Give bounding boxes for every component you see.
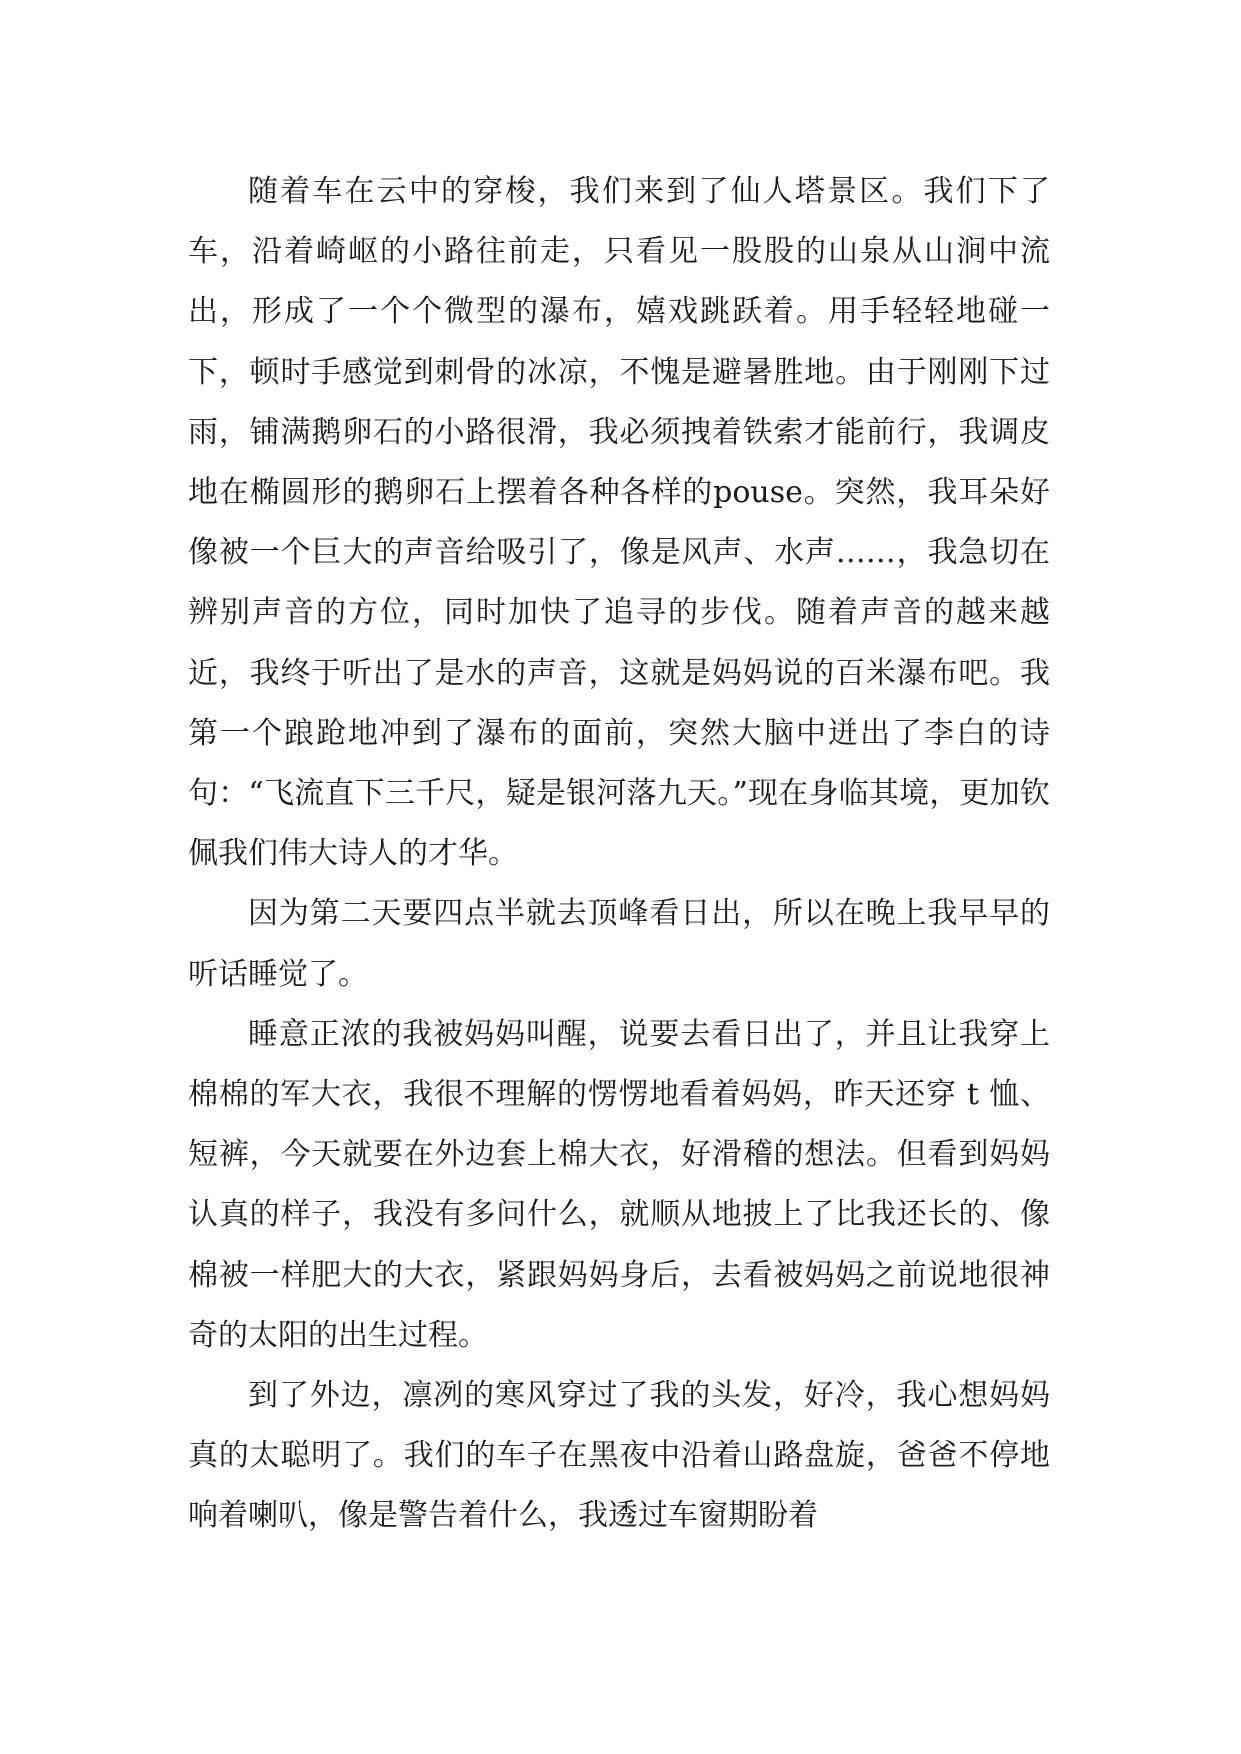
paragraph-3: 睡意正浓的我被妈妈叫醒，说要去看日出了，并且让我穿上棉棉的军大衣，我很不理解的愣愣地看着妈妈，昨天还穿 t 恤、短裤，今天就要在外边套上棉大衣，好滑稽的想法。但看到妈妈认真的样子，我没有多问什么，就顺从地披上了比我还长的、像棉被一样肥大的大衣，紧跟妈妈身后，去看被妈妈之前说地很神奇的太阳的出生过程。 bbox=[188, 1016, 1050, 1353]
document-body bbox=[188, 162, 1050, 1547]
paragraph-4: 到了外边，凛冽的寒风穿过了我的头发，好冷，我心想妈妈真的太聪明了。我们的车子在黑夜中沿着山路盘旋，爸爸不停地响着喇叭，像是警告着什么，我透过车窗期盼着 bbox=[188, 1378, 1050, 1534]
paragraph-2: 因为第二天要四点半就去顶峰看日出，所以在晚上我早早的听话睡觉了。 bbox=[188, 896, 1050, 992]
paragraph-1: 随着车在云中的穿梭，我们来到了仙人塔景区。我们下了车，沿着崎岖的小路往前走，只看见一股股的山泉从山涧中流出，形成了一个个微型的瀑布，嬉戏跳跃着。用手轻轻地碰一下，顿时手感觉到刺骨的冰凉，不愧是避暑胜地。由于刚刚下过雨，铺满鹅卵石的小路很滑，我必须拽着铁索才能前行，我调皮地在椭圆形的鹅卵石上摆着各种各样的pouse。突然，我耳朵好像被一个巨大的声音给吸引了，像是风声、水声……，我急切在辨别声音的方位，同时加快了追寻的步伐。随着声音的越来越近，我终于听出了是水的声音，这就是妈妈说的百米瀑布吧。我第一个踉跄地冲到了瀑布的面前，突然大脑中迸出了李白的诗句：“飞流直下三千尺，疑是银河落九天。”现在身临其境，更加钦佩我们伟大诗人的才华。 bbox=[188, 174, 1050, 872]
